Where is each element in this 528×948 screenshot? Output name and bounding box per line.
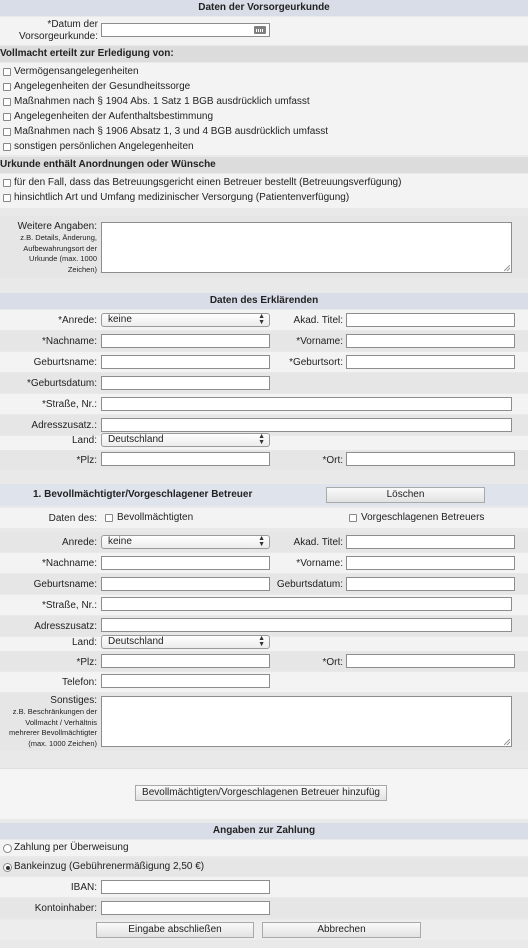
kontoinhaber-input[interactable]	[101, 901, 270, 915]
bev-land-select-value: Deutschland	[108, 636, 164, 647]
checkbox-vorgeschlagenen-betreuers[interactable]	[349, 514, 357, 522]
adresszusatz-input[interactable]	[101, 418, 512, 432]
ueberweisung-label: Zahlung per Überweisung	[14, 842, 129, 853]
datum-input[interactable]	[101, 23, 270, 37]
bev-anrede-label: Anrede:	[61, 537, 97, 548]
daten-des-label: Daten des:	[48, 513, 97, 524]
anordnungen-subheader: Urkunde enthält Anordnungen oder Wünsche	[0, 157, 528, 173]
bev-strasse-label: *Straße, Nr.:	[41, 600, 97, 611]
radio-ueberweisung[interactable]	[3, 844, 12, 853]
checkbox-vermoegen[interactable]	[3, 68, 11, 76]
bev-land-select[interactable]	[101, 635, 270, 649]
checkbox-patientenverfuegung[interactable]	[3, 194, 11, 202]
iban-input[interactable]	[101, 880, 270, 894]
section-header-zahlung: Angaben zur Zahlung	[0, 823, 528, 839]
weitere-hint: z.B. Details, Änderung, Aufbewahrungsort der Urkunde (max. 1000 Zeichen)	[20, 233, 97, 274]
bev-adresszusatz-input[interactable]	[101, 618, 512, 632]
nachname-label: *Nachname:	[41, 336, 97, 347]
plz-input[interactable]	[101, 452, 270, 466]
checkbox-gesundheit[interactable]	[3, 83, 11, 91]
bev-anrede-select-value: keine	[108, 536, 132, 547]
anrede-select-value: keine	[108, 314, 132, 325]
geburtsdatum-label: *Geburtsdatum:	[26, 378, 97, 389]
sonstiges-label-block	[4, 695, 97, 749]
ort-input[interactable]	[346, 452, 515, 466]
bev-geburtsdatum-input[interactable]	[346, 577, 515, 591]
bevollmaechtigten-label: Bevollmächtigten	[117, 512, 194, 523]
updown-arrows-icon: ▲ ▼	[258, 535, 265, 548]
add-bevollmaechtigter-button[interactable]: Bevollmächtigten/Vorgeschlagenen Betreuer hinzufüg	[135, 785, 387, 801]
bev-anrede-select[interactable]	[101, 535, 270, 549]
bev-ort-input[interactable]	[346, 654, 515, 668]
land-select-value: Deutschland	[108, 434, 164, 445]
checkbox-sonstige[interactable]	[3, 143, 11, 151]
geburtsdatum-input[interactable]	[101, 376, 270, 390]
anordnung-item-label: für den Fall, dass das Betreuungsgericht einen Betreuer bestellt (Betreuungsverfügung)	[14, 177, 402, 188]
weitere-label: Weitere Angaben:	[17, 221, 97, 232]
vollmacht-subheader: Vollmacht erteilt zur Erledigung von:	[0, 46, 528, 62]
kontoinhaber-label: Kontoinhaber:	[34, 903, 97, 914]
iban-label: IBAN:	[70, 882, 97, 893]
bev-land-label: Land:	[71, 637, 97, 648]
bev-plz-input[interactable]	[101, 654, 270, 668]
updown-arrows-icon: ▲ ▼	[258, 313, 265, 326]
geburtsname-label: Geburtsname:	[33, 357, 97, 368]
resize-grip-icon[interactable]	[504, 739, 510, 745]
bev-akad-titel-label: Akad. Titel:	[293, 537, 343, 548]
abbrechen-button[interactable]: Abbrechen	[262, 922, 421, 938]
vollmacht-item-label: Angelegenheiten der Aufenthaltsbestimmung	[14, 111, 214, 122]
sonstiges-textarea[interactable]	[101, 696, 512, 747]
sonstiges-hint: z.B. Beschränkungen der Vollmacht / Verhältnis mehrerer Bevollmächtigter (max. 1000 Zeichen)	[9, 707, 97, 748]
geburtsort-label: *Geburtsort:	[289, 357, 343, 368]
section-header-vorsorgeurkunde: Daten der Vorsorgeurkunde	[0, 0, 528, 16]
vorname-label: *Vorname:	[296, 336, 343, 347]
vollmacht-item-label: sonstigen persönlichen Angelegenheiten	[14, 141, 194, 152]
vollmacht-item-label: Maßnahmen nach § 1906 Absatz 1, 3 und 4 BGB ausdrücklich umfasst	[14, 126, 329, 137]
bev-nachname-label: *Nachname:	[41, 558, 97, 569]
sonstiges-label: Sonstiges:	[50, 695, 97, 706]
bev-nachname-input[interactable]	[101, 556, 270, 570]
updown-arrows-icon: ▲ ▼	[258, 433, 265, 446]
vollmacht-item-label: Angelegenheiten der Gesundheitssorge	[14, 81, 191, 92]
adresszusatz-label: Adresszusatz.:	[31, 420, 97, 431]
vorgeschlagenen-betreuers-label: Vorgeschlagenen Betreuers	[361, 512, 485, 523]
bev-adresszusatz-label: Adresszusatz:	[34, 621, 97, 632]
bev-geburtsdatum-label: Geburtsdatum:	[276, 579, 343, 590]
plz-label: *Plz:	[76, 455, 97, 466]
weitere-label-block	[4, 221, 97, 275]
geburtsort-input[interactable]	[346, 355, 515, 369]
radio-bankeinzug[interactable]	[3, 863, 12, 872]
strasse-input[interactable]	[101, 397, 512, 411]
strasse-label: *Straße, Nr.:	[41, 399, 97, 410]
checkbox-betreuungsverfuegung[interactable]	[3, 179, 11, 187]
bevollm-title: 1. Bevollmächtigter/Vorgeschlagener Betreuer	[33, 489, 253, 500]
loeschen-button[interactable]: Löschen	[326, 487, 485, 503]
akad-titel-input[interactable]	[346, 313, 515, 327]
nachname-input[interactable]	[101, 334, 270, 348]
updown-arrows-icon: ▲ ▼	[258, 635, 265, 648]
bev-strasse-input[interactable]	[101, 597, 512, 611]
ort-label: *Ort:	[322, 455, 343, 466]
bev-vorname-label: *Vorname:	[296, 558, 343, 569]
anordnung-item-label: hinsichtlich Art und Umfang medizinischer Versorgung (Patientenverfügung)	[14, 192, 350, 203]
checkbox-1904[interactable]	[3, 98, 11, 106]
bev-ort-label: *Ort:	[322, 657, 343, 668]
telefon-label: Telefon:	[61, 677, 97, 688]
calendar-icon[interactable]	[254, 26, 266, 34]
bev-geburtsname-input[interactable]	[101, 577, 270, 591]
section-header-erklaerender: Daten des Erklärenden	[0, 293, 528, 309]
resize-grip-icon[interactable]	[504, 265, 510, 271]
checkbox-aufenthalt[interactable]	[3, 113, 11, 121]
bev-geburtsname-label: Geburtsname:	[33, 579, 97, 590]
land-select[interactable]	[101, 433, 270, 447]
eingabe-abschliessen-button[interactable]: Eingabe abschließen	[96, 922, 254, 938]
vollmacht-item-label: Vermögensangelegenheiten	[14, 66, 139, 77]
anrede-label: *Anrede:	[58, 315, 97, 326]
checkbox-bevollmaechtigten[interactable]	[105, 514, 113, 522]
bev-vorname-input[interactable]	[346, 556, 515, 570]
bankeinzug-label: Bankeinzug (Gebührenermäßigung 2,50 €)	[14, 861, 205, 872]
anrede-select[interactable]	[101, 313, 270, 327]
land-label: Land:	[71, 435, 97, 446]
datum-label: *Datum der Vorsorgeurkunde:	[19, 19, 98, 42]
checkbox-1906[interactable]	[3, 128, 11, 136]
weitere-textarea[interactable]	[101, 222, 512, 273]
telefon-input[interactable]	[101, 674, 270, 688]
vorname-input[interactable]	[346, 334, 515, 348]
bev-akad-titel-input[interactable]	[346, 535, 515, 549]
geburtsname-input[interactable]	[101, 355, 270, 369]
vollmacht-item-label: Maßnahmen nach § 1904 Abs. 1 Satz 1 BGB ausdrücklich umfasst	[14, 96, 310, 107]
akad-titel-label: Akad. Titel:	[293, 315, 343, 326]
bev-plz-label: *Plz:	[76, 657, 97, 668]
